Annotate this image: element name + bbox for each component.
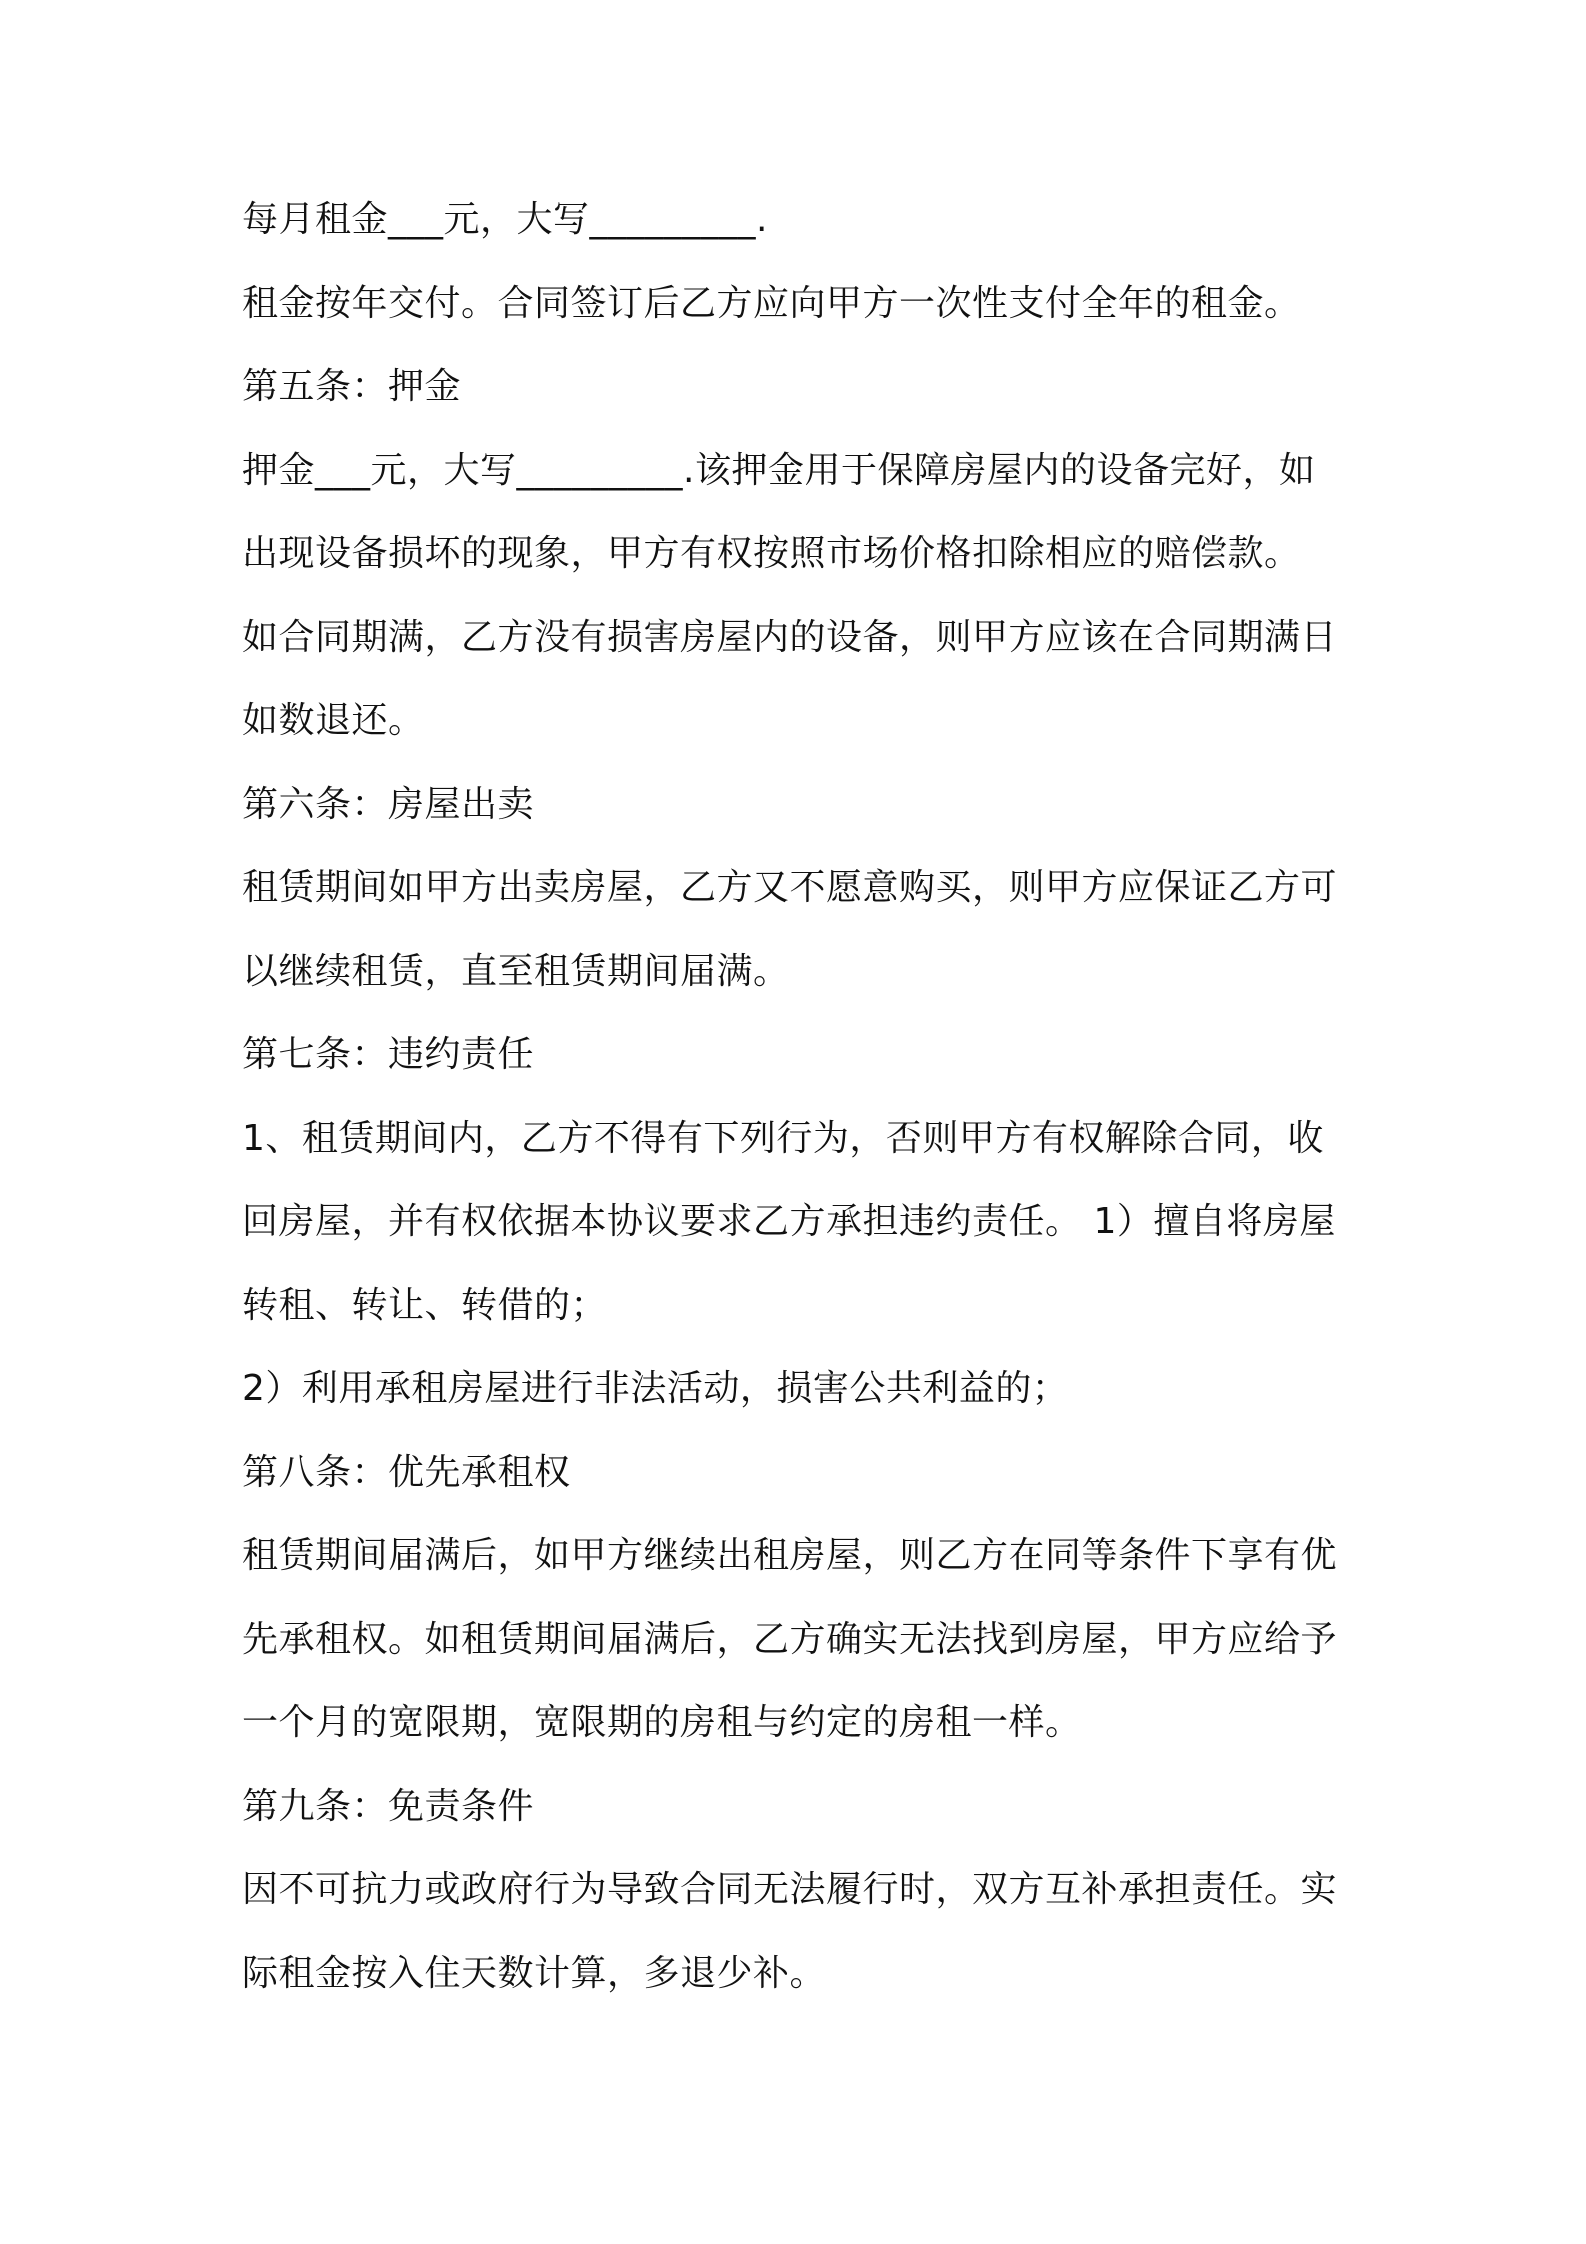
article-7-text-line-2: 回房屋，并有权依据本协议要求乙方承担违约责任。 1）擅自将房屋: [242, 1201, 1336, 1242]
article-6-heading: 第六条：房屋出卖: [242, 783, 535, 825]
article-9-heading: 第九条：免责条件: [242, 1785, 535, 1827]
article-9-text-line-1: 因不可抗力或政府行为导致合同无法履行时，双方互补承担责任。实: [242, 1869, 1338, 1910]
article-6-text-line-1: 租赁期间如甲方出卖房屋，乙方又不愿意购买，则甲方应保证乙方可: [242, 867, 1338, 908]
article-6-text-line-2: 以继续租赁，直至租赁期间届满。: [242, 950, 790, 992]
article-9-text-line-2: 际租金按入住天数计算，多退少补。: [242, 1952, 827, 1994]
article-5-text-line-1: 押金___元，大写_________.该押金用于保障房屋内的设备完好，如: [242, 449, 1316, 491]
article-8-text-line-2: 先承租权。如租赁期间届满后，乙方确实无法找到房屋，甲方应给予: [242, 1618, 1338, 1660]
article-8-text-line-1: 租赁期间届满后，如甲方继续出租房屋，则乙方在同等条件下享有优: [242, 1535, 1338, 1576]
document-body: [242, 200, 1352, 2037]
article-5-text-line-4: 如数退还。: [242, 700, 425, 741]
article-8-heading: 第八条：优先承租权: [242, 1451, 571, 1493]
article-5-text-line-2: 出现设备损坏的现象，甲方有权按照市场价格扣除相应的赔偿款。: [242, 533, 1301, 574]
article-5-heading: 第五条：押金: [242, 366, 462, 407]
article-7-text-line-3: 转租、转让、转借的；: [242, 1284, 608, 1326]
article-7-text-line-1: 1、租赁期间内，乙方不得有下列行为，否则甲方有权解除合同，收: [242, 1117, 1324, 1159]
article-8-text-line-3: 一个月的宽限期，宽限期的房租与约定的房租一样。: [242, 1702, 1082, 1743]
rent-payment-line: 租金按年交付。合同签订后乙方应向甲方一次性支付全年的租金。: [242, 282, 1301, 324]
article-7-heading: 第七条：违约责任: [242, 1034, 535, 1075]
rent-amount-line: 每月租金___元，大写_________.: [242, 199, 768, 240]
article-5-text-line-3: 如合同期满，乙方没有损害房屋内的设备，则甲方应该在合同期满日: [242, 616, 1338, 658]
article-7-text-line-4: 2）利用承租房屋进行非法活动，损害公共利益的；: [242, 1368, 1069, 1409]
